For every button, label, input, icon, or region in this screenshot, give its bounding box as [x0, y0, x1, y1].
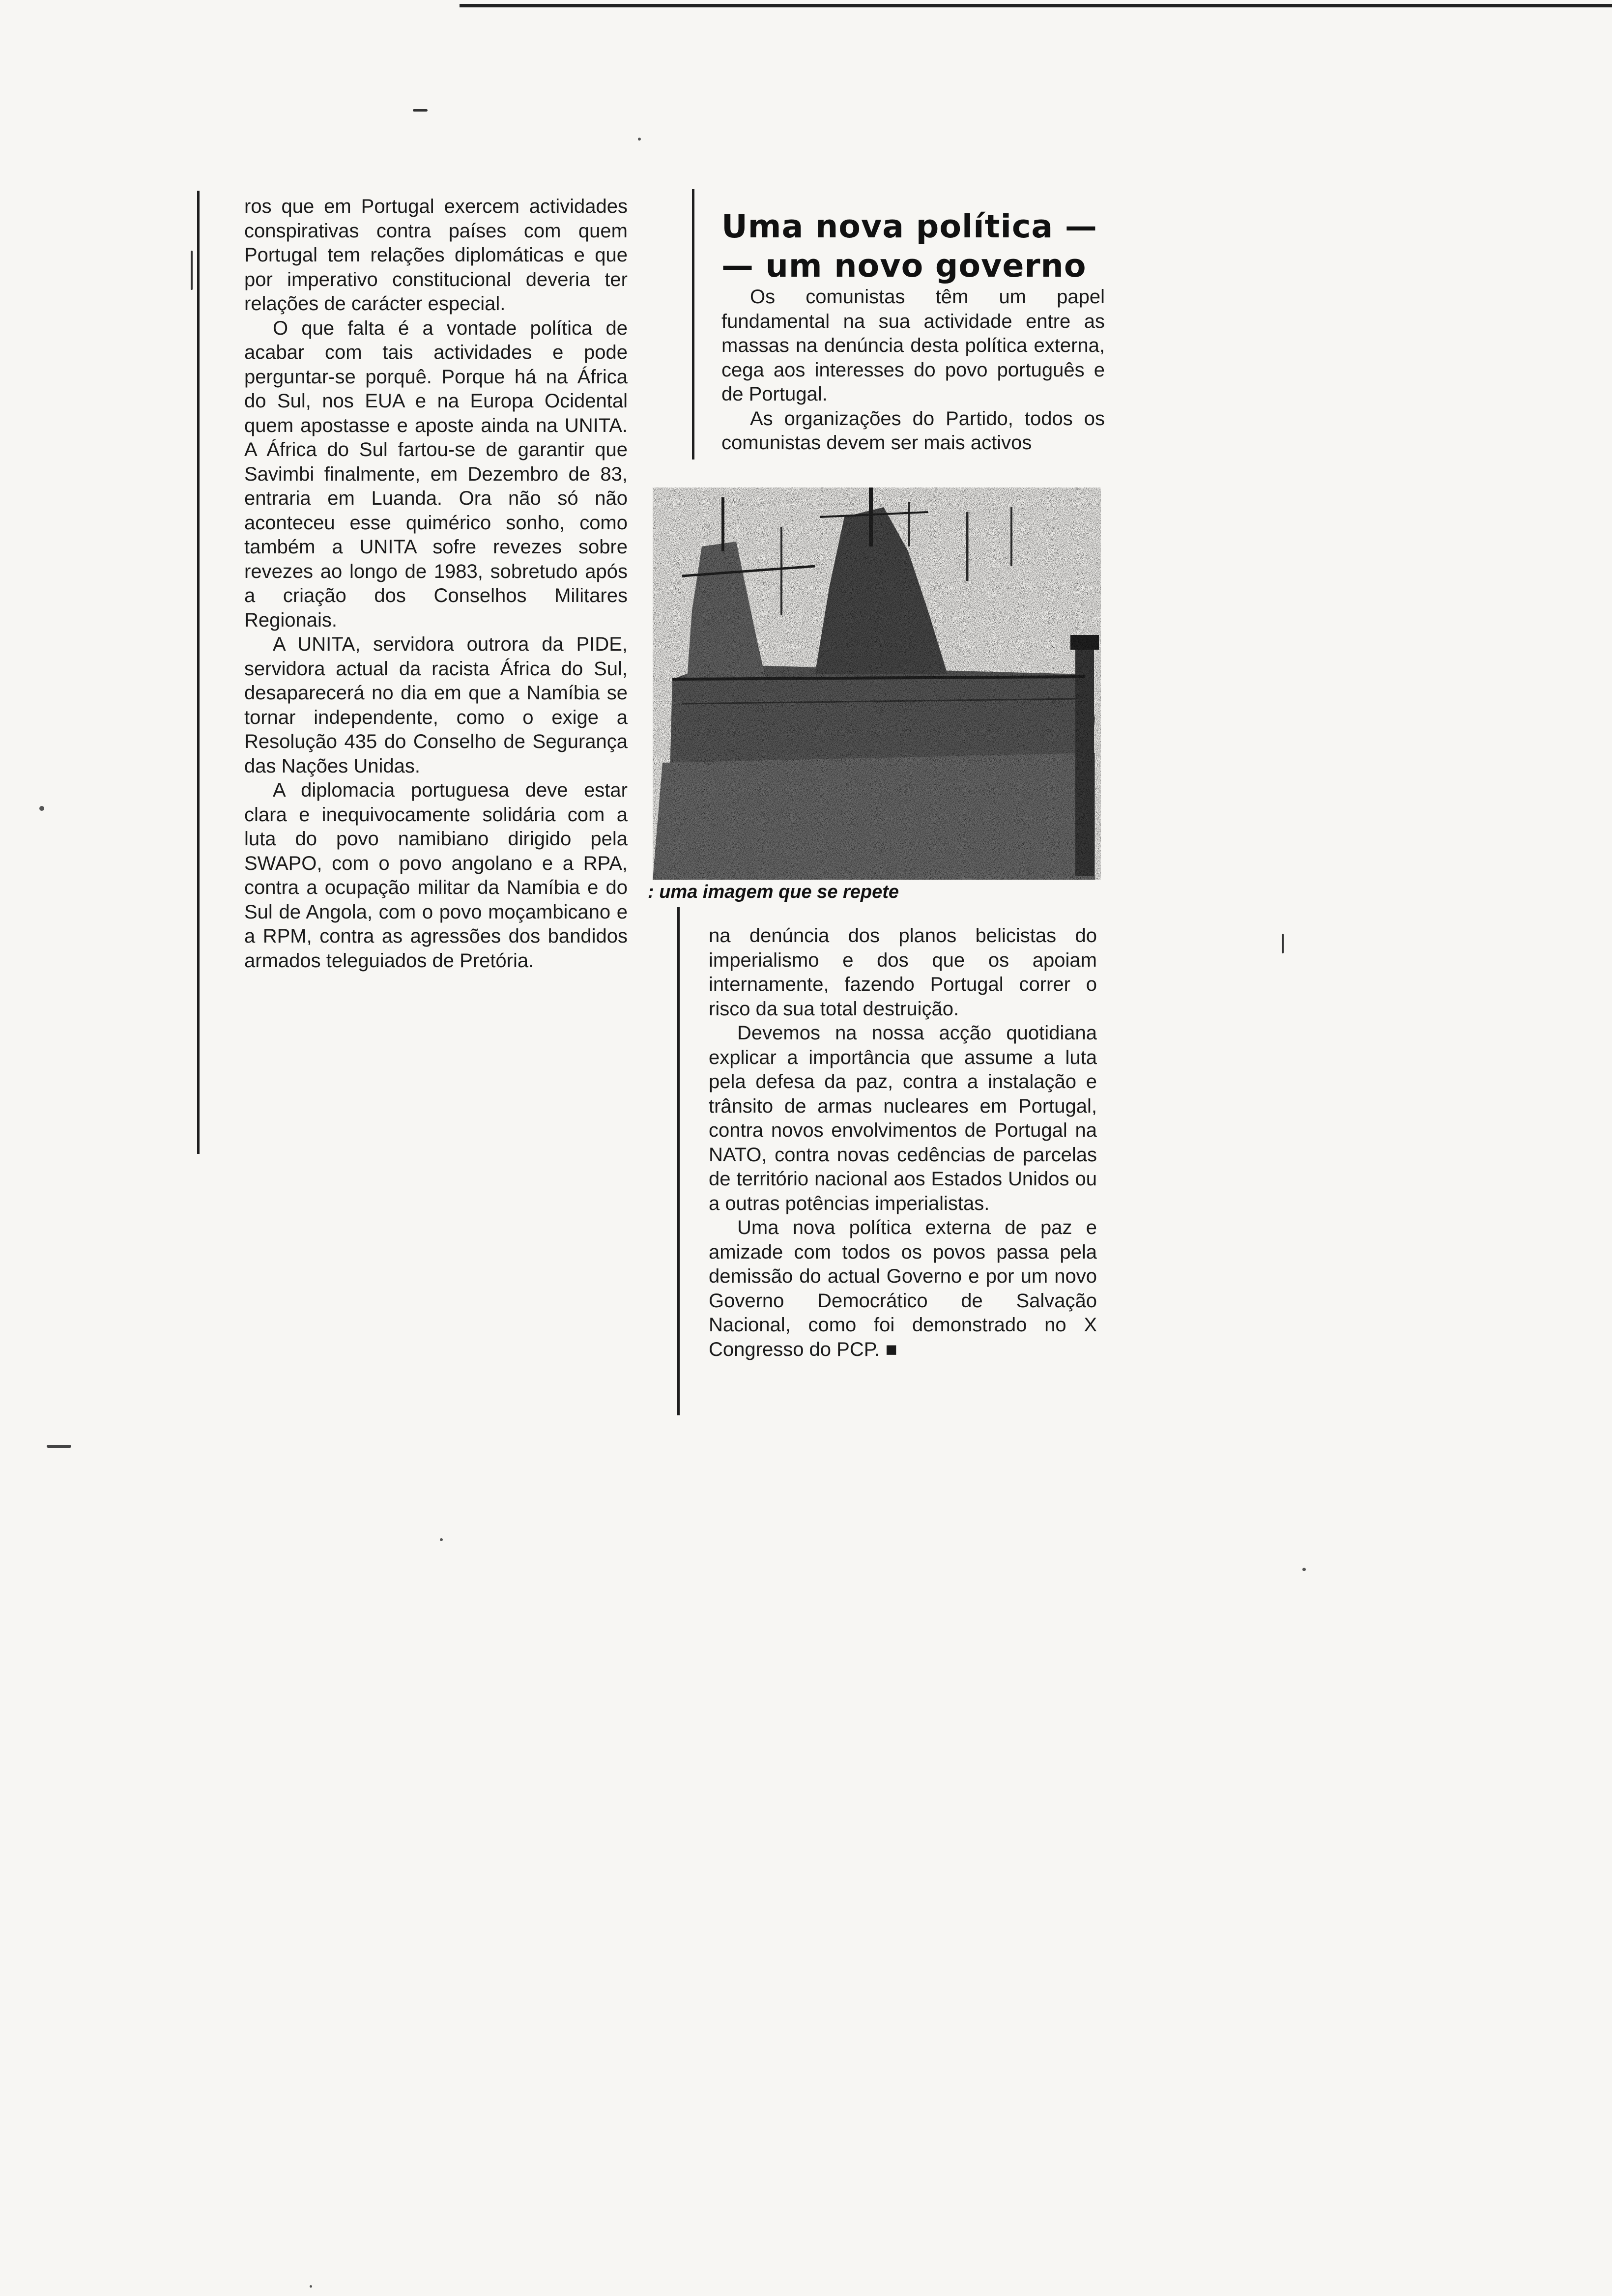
paragraph: na denúncia dos planos belicistas do imperialismo e dos que os apoiam internamente, fazendo Portugal correr o risco da sua total destruição. — [709, 925, 1097, 1020]
paragraph: A diplomacia portuguesa deve estar clara e inequivocamente solidária com a luta do povo namibiano dirigido pela SWAPO, com o povo angolano e a RPA, contra a ocupação militar da Namíbia e do Sul de Angola, com o povo moçambicano e a RPM, contra as agressões dos bandidos armados teleguiados de Pretória. — [244, 779, 628, 972]
article-headline — [721, 207, 1129, 286]
scan-mark — [191, 251, 193, 290]
scan-mark — [39, 806, 44, 811]
paragraph: Uma nova política externa de paz e amizade com todos os povos passa pela demissão do actual Governo e por um novo Governo Democrático de Salvação Nacional, como foi demonstrado no X Congresso do PCP. ■ — [709, 1217, 1097, 1360]
headline-line: Uma nova política — — [721, 208, 1097, 245]
top-border-line — [460, 4, 1612, 7]
scan-mark — [638, 138, 641, 141]
scan-mark — [1282, 934, 1284, 953]
scan-mark — [440, 1538, 443, 1541]
scan-mark — [310, 2285, 312, 2288]
right-column-top-text — [721, 285, 1105, 456]
left-column-rule — [197, 191, 200, 1154]
warship-photo — [653, 488, 1101, 880]
scan-mark — [413, 109, 428, 112]
photo-caption: : uma imagem que se repete — [648, 882, 899, 902]
right-column-bottom-text — [709, 924, 1097, 1362]
paragraph: O que falta é a vontade política de acabar com tais actividades e pode perguntar-se porquê. Porque há na África do Sul, nos EUA e na Europa Ocidental quem apostasse e aposte ainda na UNITA. A África do Sul fartou-se de garantir que Savimbi finalmente, em Dezembro de 83, entraria em Luanda. Ora não só não aconteceu esse quimérico sonho, como também a UNITA sofre revezes sobre revezes ao longo de 1983, sobretudo após a criação dos Conselhos Militares Regionais. — [244, 317, 628, 631]
scan-mark — [47, 1445, 71, 1448]
paragraph: ros que em Portugal exercem actividades conspirativas contra países com quem Portugal tem relações diplomáticas e que por imperativo constitucional deveria ter relações de carácter especial. — [244, 196, 628, 315]
left-column-text — [244, 195, 628, 973]
paragraph: As organizações do Partido, todos os comunistas devem ser mais activos — [721, 407, 1105, 454]
paragraph: Os comunistas têm um papel fundamental na sua actividade entre as massas na denúncia desta política externa, cega aos interesses do povo português e de Portugal. — [721, 286, 1105, 405]
paragraph: A UNITA, servidora outrora da PIDE, servidora actual da racista África do Sul, desaparecerá no dia em que a Namíbia se tornar independente, como o exige a Resolução 435 do Conselho de Segurança das Nações Unidas. — [244, 633, 628, 777]
paragraph: Devemos na nossa acção quotidiana explicar a importância que assume a luta pela defesa da paz, contra a instalação e trânsito de armas nucleares em Portugal, contra novos envolvimentos de Portugal na NATO, contra novas cedências de parcelas de território nacional aos Estados Unidos ou a outras potências imperialistas. — [709, 1022, 1097, 1214]
headline-line: — um novo governo — [721, 248, 1087, 285]
headline-rule — [692, 189, 694, 459]
scan-mark — [1302, 1568, 1306, 1571]
right-bottom-rule — [677, 907, 680, 1415]
